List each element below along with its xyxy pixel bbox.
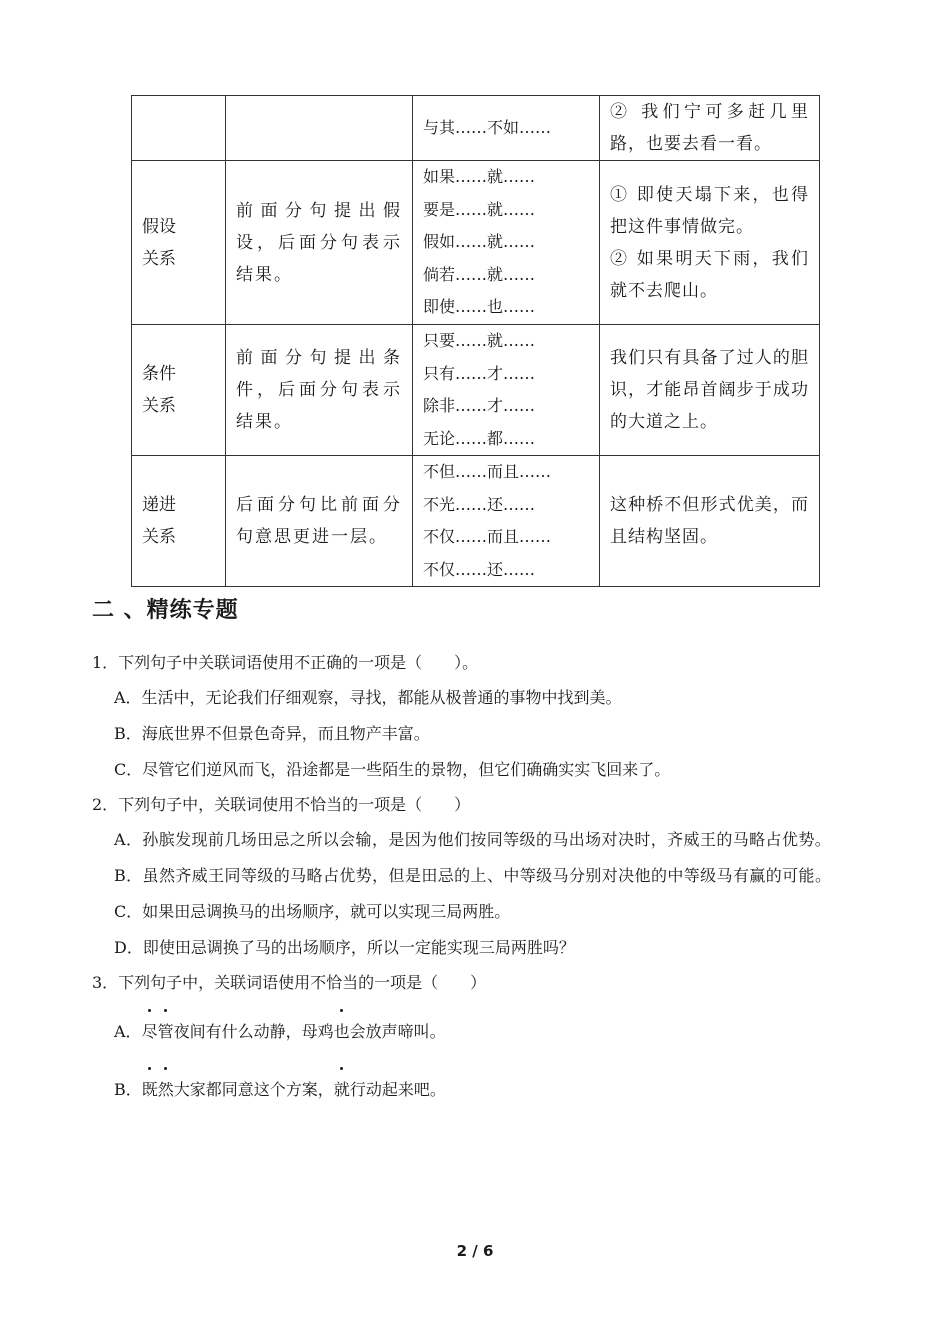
answer-option: A．生活中，无论我们仔细观察，寻找，都能从极普通的事物中找到美。	[114, 688, 622, 707]
conjunction-word: 只要……就……	[423, 331, 536, 350]
relation-type-cell	[132, 96, 226, 161]
conjunction-word: 倘若……就……	[423, 264, 536, 284]
table-row	[132, 456, 820, 587]
relation-type-line: 关系	[142, 527, 176, 547]
conjunction-word: 不但……而且……	[423, 462, 552, 481]
emphasized-word: 然	[158, 1072, 174, 1108]
answer-option	[92, 1014, 852, 1050]
question-stem: 1．下列句子中关联词语使用不正确的一项是（ ）。	[92, 653, 479, 672]
table-row	[132, 325, 820, 456]
option-label: A．	[114, 1022, 142, 1041]
relation-type-line: 关系	[142, 248, 176, 269]
conjunction-words-cell	[413, 161, 600, 325]
question-stem: 2．下列句子中，关联词使用不恰当的一项是（ ）	[92, 795, 471, 814]
conjunction-word: 不仅……还……	[423, 559, 536, 579]
conjunction-words-cell	[413, 325, 600, 456]
conjunction-word: 不仅……而且……	[423, 527, 552, 546]
example-cell	[600, 96, 820, 161]
example-cell	[600, 325, 820, 456]
option-text: 大家都同意这个方案，	[173, 1080, 334, 1099]
answer-option	[92, 858, 852, 894]
option-text: 会放声啼叫。	[349, 1022, 446, 1041]
conjunction-word: 即使……也……	[423, 297, 536, 317]
relation-description: 前面分句提出条件，后面分句表示结果。	[236, 348, 402, 432]
conjunction-words-cell	[413, 456, 600, 587]
emphasized-word: 就	[334, 1072, 350, 1108]
question-2	[92, 788, 852, 966]
conjunction-word: 假如……就……	[423, 232, 536, 252]
answer-option-text: A．孙膑发现前几场田忌之所以会输，是因为他们按同等级的马出场对决时，齐威王的马略占优势。	[114, 830, 832, 849]
page-number: 2 / 6	[456, 1242, 494, 1260]
relation-type-line: 递进	[142, 495, 176, 515]
emphasized-word: 既	[142, 1072, 158, 1108]
conjunction-word: 除非……才……	[423, 396, 536, 415]
table-row	[132, 161, 820, 325]
conjunction-words-cell	[413, 96, 600, 161]
option-text: 夜间有什么动静，母鸡	[173, 1022, 334, 1041]
example-cell	[600, 456, 820, 587]
conjunction-word: 如果……就……	[423, 167, 536, 187]
conjunction-word: 只有……才……	[423, 363, 536, 383]
example-sentence: ① 即使天塌下来，也得把这件事情做完。	[610, 184, 809, 237]
conjunction-word: 不光……还……	[423, 494, 536, 514]
table-row	[132, 96, 820, 161]
relation-type-cell	[132, 325, 226, 456]
relation-type-line: 关系	[142, 396, 176, 416]
answer-option: C．如果田忌调换马的出场顺序，就可以实现三局两胜。	[114, 902, 511, 921]
conjunction-word: 要是……就……	[423, 199, 536, 219]
relation-description: 前面分句提出假设，后面分句表示结果。	[236, 200, 402, 285]
section-title: 二 、精练专题	[92, 598, 239, 623]
answer-option: D．即使田忌调换了马的出场顺序，所以一定能实现三局两胜吗？	[114, 938, 575, 957]
answer-option	[92, 822, 852, 858]
relation-description-cell	[226, 456, 413, 587]
relation-type-line: 假设	[142, 216, 176, 237]
answer-option: C．尽管它们逆风而飞，沿途都是一些陌生的景物，但它们确确实实飞回来了。	[114, 760, 671, 779]
example-sentence: ② 如果明天下雨，我们就不去爬山。	[610, 248, 809, 301]
answer-option-text: B．虽然齐威王同等级的马略占优势，但是田忌的上、中等级马分别对决他的中等级马有赢的可能。	[114, 866, 832, 885]
example-sentence: 这种桥不但形式优美，而且结构坚固。	[610, 495, 809, 547]
example-sentence: ② 我们宁可多赶几里路，也要去看一看。	[610, 102, 809, 154]
emphasized-word: 尽	[142, 1014, 158, 1050]
option-label: B．	[114, 1080, 142, 1099]
question-1	[92, 646, 852, 788]
conjunction-word: 无论……都……	[423, 428, 536, 448]
relation-type-cell	[132, 161, 226, 325]
conjunction-table	[131, 95, 820, 587]
relation-description-cell	[226, 161, 413, 325]
question-3	[92, 966, 852, 1108]
relation-description: 后面分句比前面分句意思更进一层。	[236, 495, 402, 547]
example-sentence: 我们只有具备了过人的胆识，才能昂首阔步于成功的大道之上。	[610, 348, 809, 432]
answer-option	[92, 1072, 852, 1108]
emphasized-word: 也	[334, 1014, 350, 1050]
emphasized-word: 管	[158, 1014, 174, 1050]
question-stem: 3．下列句子中，关联词语使用不恰当的一项是（ ）	[92, 973, 487, 992]
conjunction-word: 与其……不如……	[423, 117, 552, 137]
relation-description-cell	[226, 96, 413, 161]
practice-questions	[92, 646, 852, 1108]
relation-description-cell	[226, 325, 413, 456]
relation-type-line: 条件	[142, 364, 176, 384]
relation-type-cell	[132, 456, 226, 587]
example-cell	[600, 161, 820, 325]
option-text: 行动起来吧。	[349, 1080, 446, 1099]
answer-option: B．海底世界不但景色奇异，而且物产丰富。	[114, 724, 430, 743]
